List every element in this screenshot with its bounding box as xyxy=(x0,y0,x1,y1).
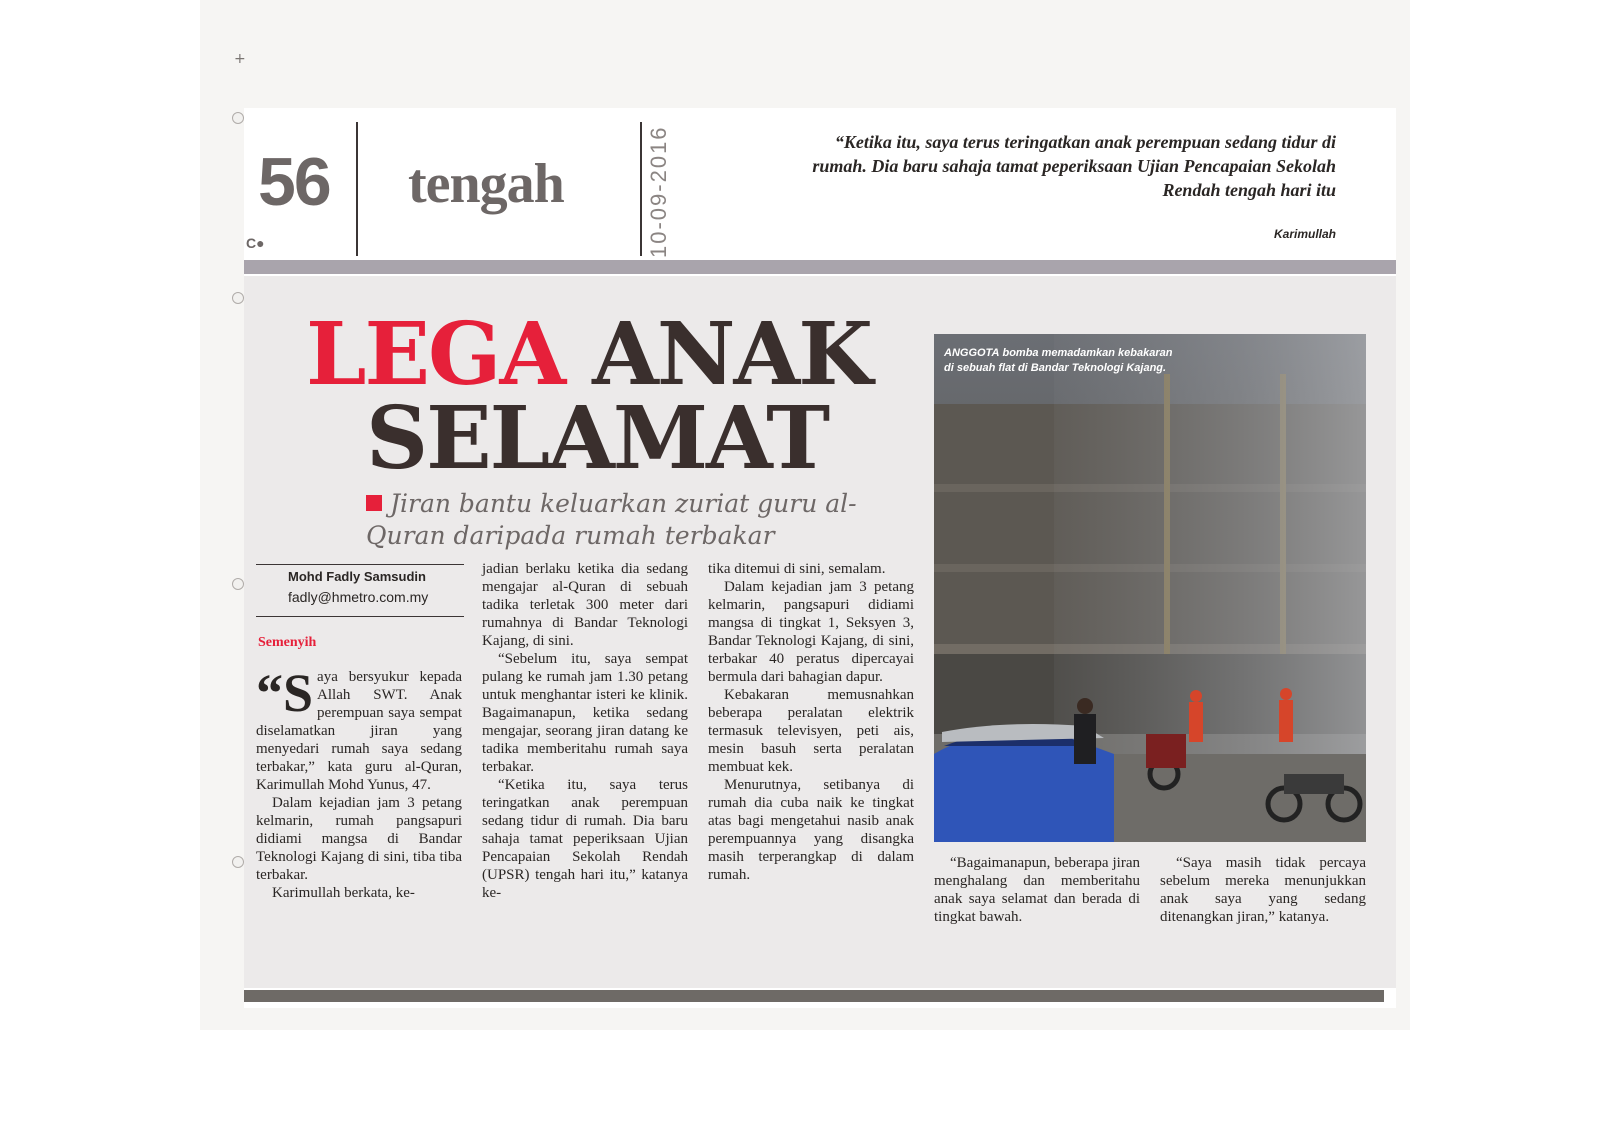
drop-cap: “S xyxy=(256,663,314,723)
article-paragraph: Dalam kejadian jam 3 petang kelmarin, pangsapuri didiami mangsa di tingkat 1, Seksyen 3, Bandar Teknologi Kajang, di sini, terbakar 40 peratus dipercayai bermula dari bahagian dapur. xyxy=(708,579,914,685)
pull-quote-attribution: Karimullah xyxy=(1273,227,1336,241)
article-column-1 xyxy=(256,663,462,902)
section-name: tengah xyxy=(408,153,564,215)
caption-lead: ANGGOTA xyxy=(944,347,1000,359)
subheadline xyxy=(366,488,866,552)
binder-hole xyxy=(232,292,244,304)
article-paragraph: Dalam kejadian jam 3 petang kelmarin, rumah pangsapuri didiami mangsa di Bandar Teknologi Kajang di sini, tiba tiba terbakar. xyxy=(256,795,462,883)
article-paragraph: tika ditemui di sini, semalam. xyxy=(708,561,886,577)
binder-hole xyxy=(232,856,244,868)
article-paragraph: jadian berlaku ketika dia sedang mengajar al-Quran di sebuah tadika terletak 300 meter dari rumahnya di Bandar Teknologi Kajang, di sini. xyxy=(482,561,688,649)
byline-email: fadly@hmetro.com.my xyxy=(288,589,429,605)
page-number: 56 xyxy=(258,144,330,220)
fire-scene-illustration xyxy=(934,334,1366,842)
bullet-square-icon xyxy=(366,495,382,511)
paragraph-text: aya bersyukur kepada Allah SWT. Anak perempuan saya sempat diselamatkan jiran yang menyedari rumah saya sedang terbakar,” kata guru al-Quran, Karimullah Mohd Yunus, 47. xyxy=(256,669,462,793)
article-paragraph xyxy=(256,663,462,794)
headline-line-2: SELAMAT xyxy=(366,388,829,489)
article-paragraph: “Bagaimanapun, beberapa jiran menghalang dan memberitahu anak saya selamat dan berada di tingkat bawah. xyxy=(934,855,1140,925)
publication-logo-mark: C● xyxy=(246,235,265,251)
footer-band xyxy=(244,990,1384,1002)
article-paragraph: “Saya masih tidak percaya sebelum mereka menunjukkan anak saya yang sedang ditenangkan jiran,” katanya. xyxy=(1160,855,1366,925)
article-column-2 xyxy=(482,560,688,902)
article-column-5 xyxy=(1160,854,1366,926)
article-paragraph: “Ketika itu, saya terus teringatkan anak perempuan sedang tidur di rumah. Dia baru sahaja tamat peperiksaan Ujian Pencapaian Sekolah Rendah (UPSR) tengah hari itu,” katanya ke- xyxy=(482,777,688,901)
headline-word-dark: ANAK xyxy=(592,304,871,405)
pull-quote: “Ketika itu, saya terus teringatkan anak perempuan sedang tidur di rumah. Dia baru sahaja tamat peperiksaan Ujian Pencapaian Sekolah Rendah tengah hari itu xyxy=(812,132,1336,200)
dateline: Semenyih xyxy=(258,635,317,650)
article-paragraph: Karimullah berkata, ke- xyxy=(272,885,415,901)
header-band xyxy=(244,260,1396,274)
byline-author: Mohd Fadly Samsudin xyxy=(288,569,426,584)
article-column-3 xyxy=(708,560,914,884)
caption-text: bomba memadamkan kebakaran di sebuah flat di Bandar Teknologi Kajang. xyxy=(944,347,1173,374)
photo-caption xyxy=(944,346,1174,376)
headline-word-red: LEGA xyxy=(306,304,565,405)
binder-hole xyxy=(232,578,244,590)
subheadline-text: Jiran bantu keluarkan zuriat guru al-Quran daripada rumah terbakar xyxy=(366,489,857,550)
headline-line-1 xyxy=(306,304,871,405)
header-divider xyxy=(356,122,358,256)
byline-rule xyxy=(256,616,464,617)
article-column-4 xyxy=(934,854,1140,926)
news-photo xyxy=(934,334,1366,842)
publication-date: 10-09-2016 xyxy=(646,125,671,258)
binder-hole xyxy=(232,112,244,124)
article-paragraph: Menurutnya, setibanya di rumah dia cuba naik ke tingkat atas bagi mengetahui nasib anak perempuannya yang disangka masih terperangkap di dalam rumah. xyxy=(708,777,914,883)
article-paragraph: Kebakaran memusnahkan beberapa peralatan elektrik termasuk televisyen, peti ais, mesin basuh serta peralatan membuat kek. xyxy=(708,687,914,775)
registration-mark: + xyxy=(234,51,246,67)
header-divider xyxy=(640,122,642,256)
byline-rule xyxy=(256,564,464,565)
article-paragraph: “Sebelum itu, saya sempat pulang ke rumah jam 1.30 petang untuk menghantar isteri ke klinik. Bagaimanapun, ketika sedang mengajar, seorang jiran datang ke tadika memberitahu rumah saya terbakar. xyxy=(482,651,688,775)
